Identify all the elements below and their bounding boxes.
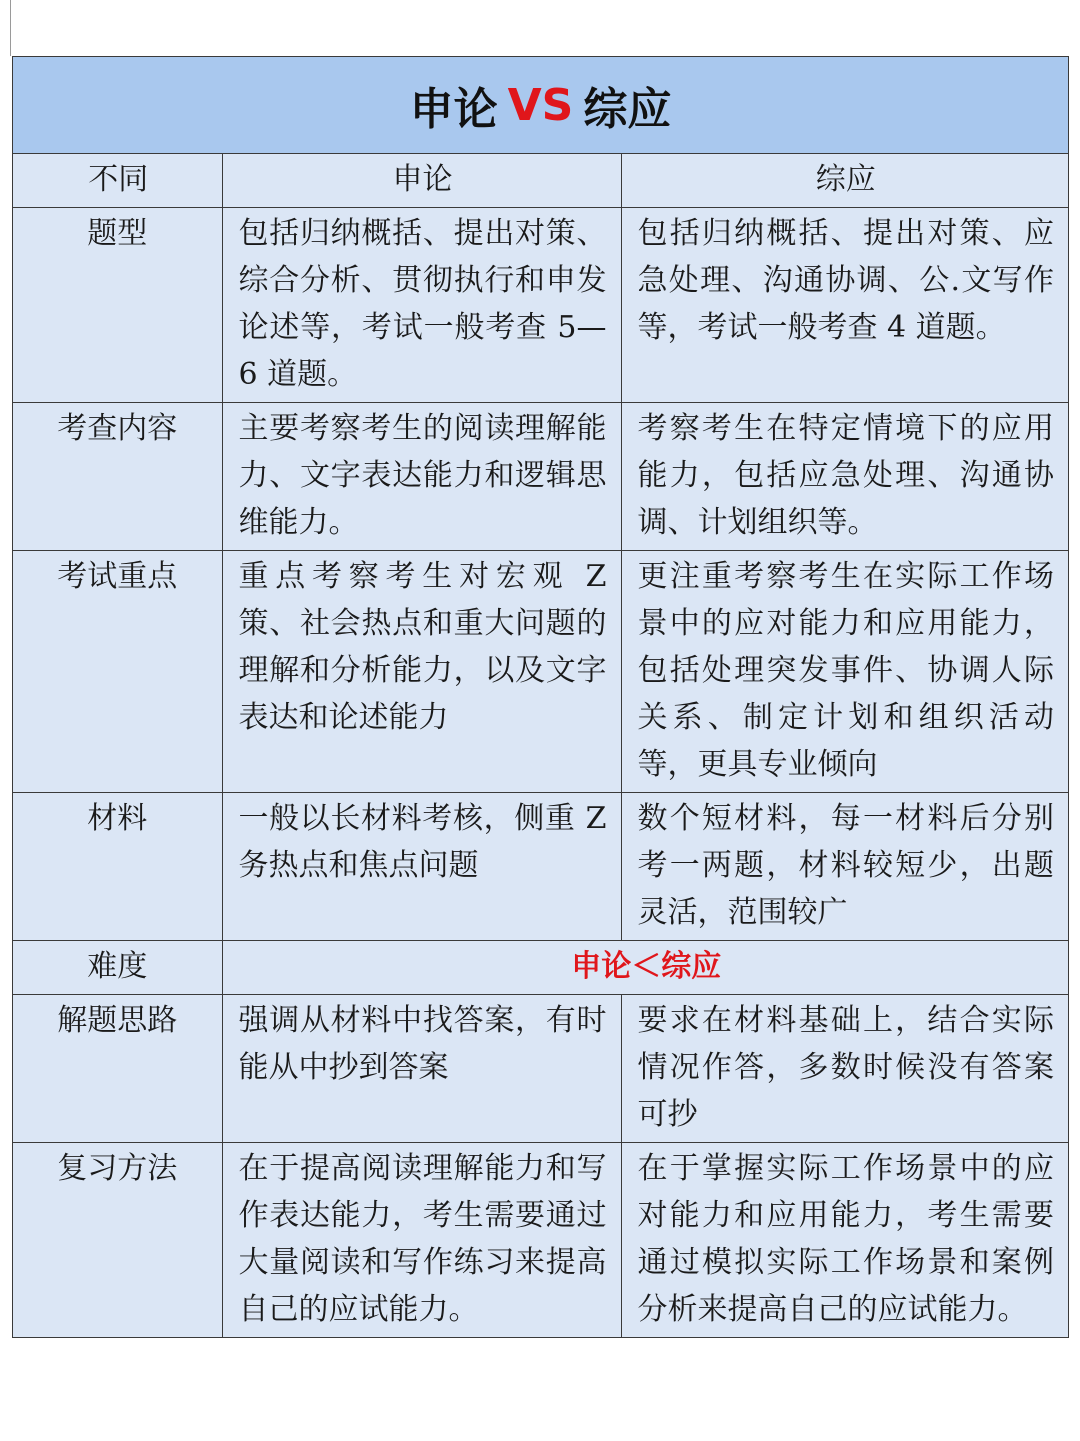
shenlun-cell: 强调从材料中找答案，有时能从中抄到答案 [222,995,621,1143]
row-label: 复习方法 [13,1143,222,1338]
table-row [13,403,1068,551]
table-row [13,208,1068,403]
zongying-cell: 考察考生在特定情境下的应用能力，包括应急处理、沟通协调、计划组织等。 [621,403,1068,551]
table-row [13,793,1068,941]
header-cell-zongying: 综应 [621,154,1068,208]
table-header-row [13,154,1068,208]
shenlun-cell: 在于提高阅读理解能力和写作表达能力，考生需要通过大量阅读和写作练习来提高自己的应试能力。 [222,1143,621,1338]
table-row-difficulty [13,941,1068,995]
table-row [13,551,1068,793]
zongying-cell: 数个短材料，每一材料后分别考一两题，材料较短少，出题灵活，范围较广 [621,793,1068,941]
header-cell-shenlun: 申论 [222,154,621,208]
zongying-cell: 包括归纳概括、提出对策、应急处理、沟通协调、公.文写作等，考试一般考查 4 道题。 [621,208,1068,403]
row-label: 材料 [13,793,222,941]
row-label: 题型 [13,208,222,403]
shenlun-cell: 一般以长材料考核，侧重 Z 务热点和焦点问题 [222,793,621,941]
table-row [13,995,1068,1143]
zongying-cell: 更注重考察考生在实际工作场景中的应对能力和应用能力，包括处理突发事件、协调人际关系、制定计划和组织活动等，更具专业倾向 [621,551,1068,793]
zongying-cell: 要求在材料基础上，结合实际情况作答，多数时候没有答案可抄 [621,995,1068,1143]
table-row [13,1143,1068,1338]
title-left: 申论 [409,84,498,135]
shenlun-cell: 包括归纳概括、提出对策、综合分析、贯彻执行和申发论述等，考试一般考查 5—6 道题。 [222,208,621,403]
difficulty-comparison: 申论＜综应 [222,941,1068,995]
row-label: 考查内容 [13,403,222,551]
row-label: 考试重点 [13,551,222,793]
page-corner-mark [10,0,11,56]
shenlun-cell: 主要考察考生的阅读理解能力、文字表达能力和逻辑思维能力。 [222,403,621,551]
table-title [13,57,1068,154]
zongying-cell: 在于掌握实际工作场景中的应对能力和应用能力，考生需要通过模拟实际工作场景和案例分析来提高自己的应试能力。 [621,1143,1068,1338]
row-label: 难度 [13,941,222,995]
comparison-table-card [12,56,1069,1338]
shenlun-cell: 重点考察考生对宏观 Z 策、社会热点和重大问题的理解和分析能力，以及文字表达和论述能力 [222,551,621,793]
title-vs: VS [507,79,574,131]
comparison-table [13,154,1068,1337]
header-cell-difference: 不同 [13,154,222,208]
row-label: 解题思路 [13,995,222,1143]
title-right: 综应 [583,84,672,135]
